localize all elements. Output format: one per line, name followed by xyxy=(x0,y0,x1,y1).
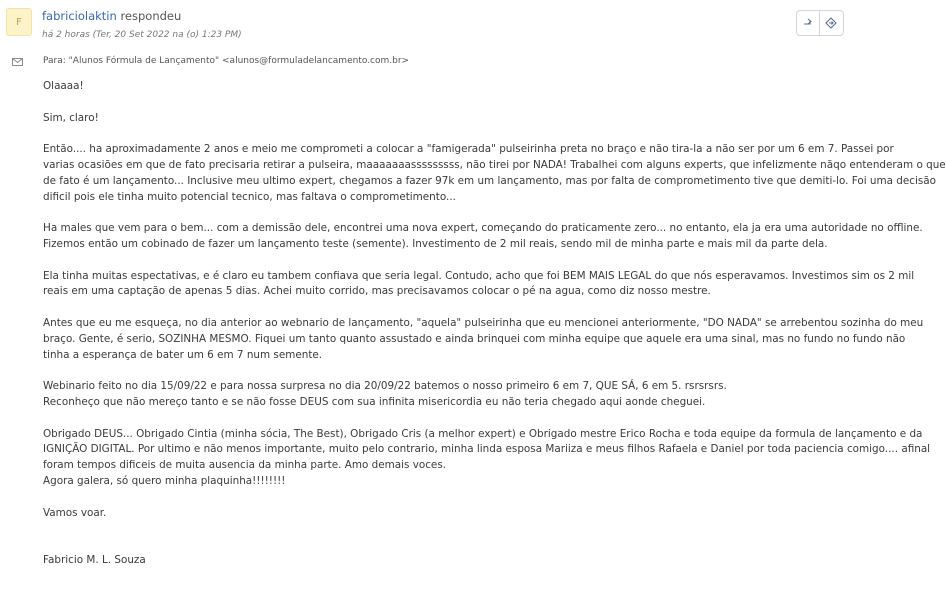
message-line: Obrigado DEUS... Obrigado Cintia (minha sócia, The Best), Obrigado Cris (a melhor expert) e Obrigado mestre Erico Rocha e toda equipe da formula de lançamento e da xyxy=(43,427,923,440)
reply-button[interactable] xyxy=(797,11,819,35)
author-action-text: respondeu xyxy=(120,9,182,23)
message-line: Olaaaa! xyxy=(43,80,84,92)
message-paragraph xyxy=(43,111,833,127)
message-line: de fato é um lançamento... Inclusive meu ultimo expert, chegamos a fazer 97k em um lançamento, mas por falta de comprometimento tive que demiti-lo. Foi uma decisão xyxy=(43,174,937,187)
recipient-address: Para: "Alunos Fórmula de Lançamento" <alunos@formuladelancamento.com.br> xyxy=(43,56,410,66)
message-line: Ha males que vem para o bem... com a demissão dele, encontrei uma nova expert, começando do praticamente zero... no entanto, ela ja era uma autoridade no offline. xyxy=(43,222,923,235)
message-line: Sim, claro! xyxy=(43,111,99,124)
message-line: Webinario feito no dia 15/09/22 e para nossa surpresa no dia 20/09/22 batemos o nosso primeiro 6 em 7, QUE SÁ, 6 em 5. rsrsrsrs. xyxy=(43,380,727,393)
message-paragraph xyxy=(43,142,946,205)
envelope-icon xyxy=(12,58,23,66)
message-paragraph xyxy=(43,221,923,253)
signature: Fabricio M. L. Souza xyxy=(43,553,146,566)
message-line: Ela tinha muitas espectativas, e é claro eu tambem confiava que seria legal. Contudo, acho que foi BEM MAIS LEGAL do que nós esperavamos. Investimos sim os 2 mil xyxy=(43,269,915,282)
author-name-link[interactable]: fabriciolaktin xyxy=(42,9,117,23)
message-paragraph xyxy=(43,427,931,490)
message-actions xyxy=(796,10,844,36)
diamond-arrows-icon xyxy=(825,17,837,29)
message-paragraph xyxy=(43,79,833,95)
message-line: varias ocasiões em que de fato precisaria retirar a pulseira, maaaaaaasssssssss, não tirei por NADA! Trabalhei com alguns experts, que infelizmente nãqo entenderam o que xyxy=(43,158,946,171)
message-header xyxy=(0,0,840,50)
message-paragraphs xyxy=(43,79,946,521)
message-line: Antes que eu me esqueça, no dia anterior ao webnario de lançamento, "aquela" pulseirinha que eu mencionei anteriormente, "DO NADA" se arrebentou sozinha do meu xyxy=(43,316,924,329)
author-line xyxy=(42,9,181,23)
message-line: braço. Gente, é serio, SOZINHA MESMO. Fiquei um tanto quanto assustado e ainda brinquei com minha equipe que aquele era uma sinal, mas no fundo no fundo não xyxy=(43,332,906,345)
message-paragraph xyxy=(43,379,833,411)
recipient-row xyxy=(0,55,840,71)
message-timestamp: há 2 horas (Ter, 20 Set 2022 na (o) 1:23 PM) xyxy=(42,30,242,40)
message-line: foram tempos dificeis de muita ausencia da minha parte. Amo demais voces. xyxy=(43,459,447,472)
message-paragraph xyxy=(43,316,924,363)
message-line: Então.... ha aproximadamente 2 anos e meio me comprometi a colocar a "famigerada" pulseirinha preta no braço e não tira-la a não ser por um 6 em 7. Passei por xyxy=(43,143,894,156)
message-line: IGNIÇÃO DIGITAL. Por ultimo e não menos importante, muito pelo contrario, minha linda esposa Mariiza e meus filhos Rafaela e Daniel por toda paciencia comigo.... afinal xyxy=(43,443,931,456)
message-line: dificil pois ele tinha muito potencial tecnico, mas faltava o comprometimento... xyxy=(43,190,456,203)
message-line: tinha a esperança de bater um 6 em 7 num semente. xyxy=(43,348,323,361)
message-body xyxy=(43,79,946,569)
avatar[interactable] xyxy=(6,8,32,36)
message-paragraph xyxy=(43,506,833,522)
message-line: Vamos voar. xyxy=(43,506,107,519)
message-paragraph xyxy=(43,269,915,301)
message-menu-button[interactable] xyxy=(819,11,842,35)
reply-arrow-icon xyxy=(802,17,814,29)
message-line: Reconheço que não mereço tanto e se não fosse DEUS com sua infinita misericordia eu não teria chegado aqui aonde cheguei. xyxy=(43,395,706,408)
avatar-letter: F xyxy=(16,16,22,28)
message-line: Fizemos então um cobinado de fazer um lançamento teste (semente). Investimento de 2 mil reais, sendo mil de minha parte e mais mil da parte dela. xyxy=(43,237,828,250)
message-line: reais em uma captação de apenas 5 dias. Achei muito corrido, mas precisavamos colocar o pé na agua, como diz nosso mestre. xyxy=(43,285,711,298)
message-line: Agora galera, só quero minha plaquinha!!!!!!!! xyxy=(43,474,286,487)
